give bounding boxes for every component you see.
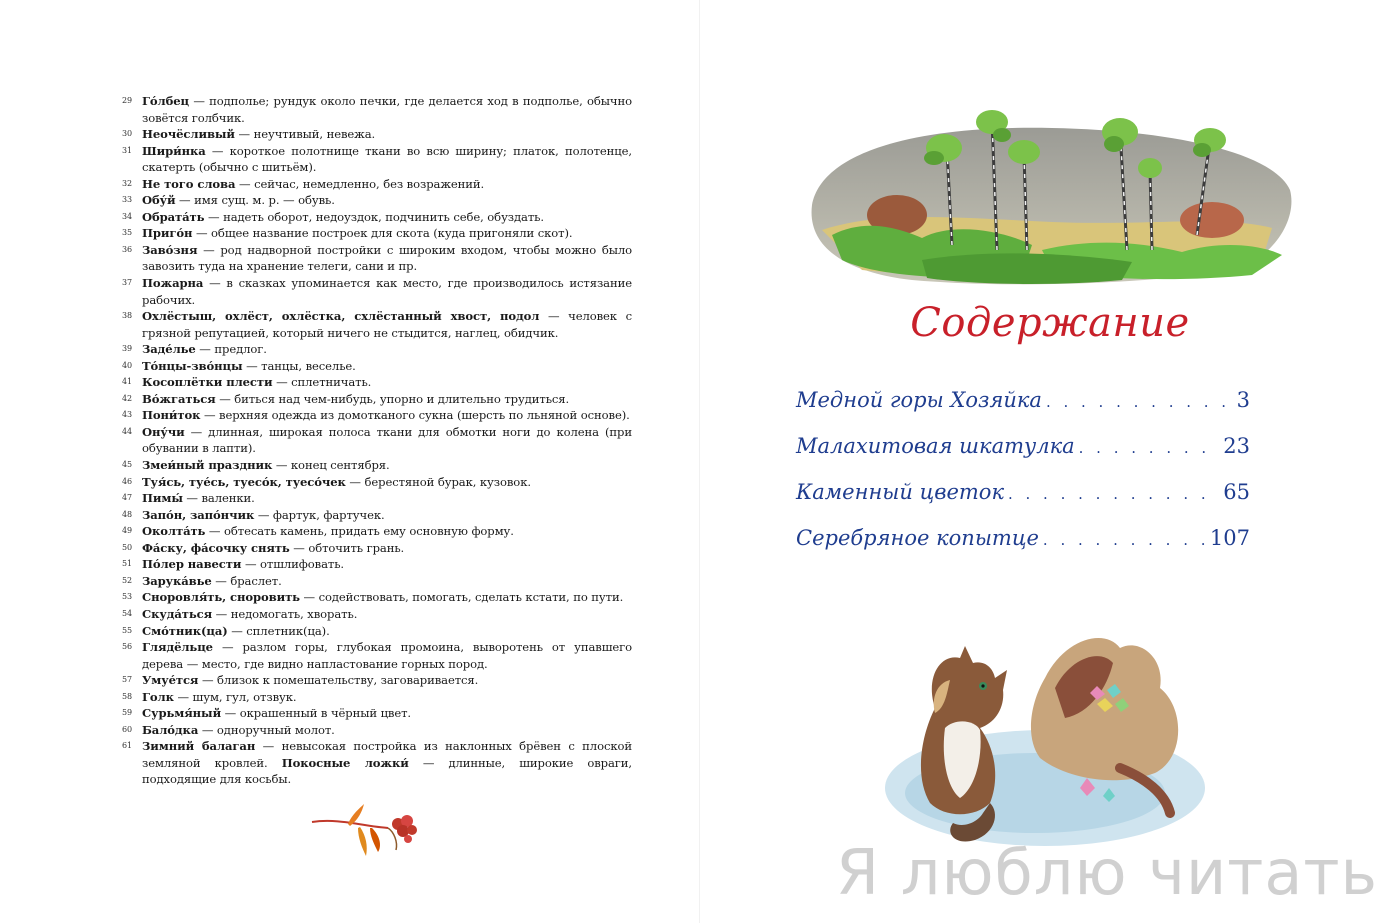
glossary-entry: [118, 209, 632, 226]
footnote-number: 41: [122, 377, 132, 387]
glossary-entry: [118, 738, 632, 788]
glossary-term: Пимы́: [142, 491, 183, 506]
glossary-definition: — окрашенный в чёрный цвет.: [221, 706, 412, 721]
glossary-entry: [118, 358, 632, 375]
glossary-term: Глядёльце: [142, 640, 213, 655]
footnote-number: 35: [122, 228, 132, 238]
footnote-number: 40: [122, 360, 132, 370]
footnote-number: 29: [122, 96, 132, 105]
footnote-number: 31: [122, 145, 132, 155]
glossary-entry: [118, 474, 632, 491]
glossary-entry: [118, 689, 632, 706]
glossary-definition: — человек с грязной репутацией, который ничего не стыдится, наглец, обидчик.: [142, 309, 632, 340]
glossary-definition: — разлом горы, глубокая промоина, выворотень от упавшего дерева — место, где видно напластование горных пород.: [142, 640, 632, 671]
glossary-entry: [118, 93, 632, 126]
glossary-entry: [118, 308, 632, 341]
toc-entry-title: Медной горы Хозяйка: [796, 388, 1042, 412]
footnote-number: 34: [122, 211, 132, 221]
glossary-term: Ону́чи: [142, 424, 185, 439]
glossary-definition: — короткое полотнище ткани во всю ширину; платок, полотенце, скатерть (обычно с шитьём).: [142, 143, 632, 175]
footnote-number: 55: [122, 625, 132, 635]
footnote-number: 57: [122, 675, 132, 685]
footnote-number: 58: [122, 691, 132, 701]
glossary-definition: — биться над чем-нибудь, упорно и длительно трудиться.: [215, 391, 570, 406]
glossary-definition: — браслет.: [211, 573, 282, 588]
toc-entry[interactable]: [796, 480, 1250, 526]
footnote-number: 49: [122, 526, 132, 536]
glossary-definition: — конец сентября.: [272, 458, 390, 473]
glossary-entry: [118, 126, 632, 143]
glossary-entry: [118, 457, 632, 474]
glossary-term: Скуда́ться: [142, 606, 213, 621]
glossary-definition: — надеть оборот, недоуздок, подчинить себе, обуздать.: [204, 209, 544, 224]
toc-dot-leader: [1079, 439, 1220, 457]
right-page: [700, 0, 1400, 923]
glossary-definition: — танцы, веселье.: [242, 358, 356, 373]
footnote-number: 53: [122, 592, 132, 602]
glossary-term: Косоплётки плести: [142, 375, 273, 390]
toc-entry[interactable]: [796, 388, 1250, 434]
glossary-list: [118, 93, 632, 788]
glossary-term: Умуе́тся: [142, 673, 199, 688]
toc-page-number: 65: [1223, 480, 1250, 504]
toc-dot-leader: [1043, 531, 1206, 549]
glossary-entry: [118, 341, 632, 358]
glossary-term: Пожарна: [142, 276, 204, 291]
footnote-number: 45: [122, 460, 132, 470]
glossary-term: Сурьмя́ный: [142, 706, 222, 721]
footnote-number: 54: [122, 608, 132, 618]
footnote-number: 37: [122, 278, 132, 288]
footnote-number: 48: [122, 509, 132, 519]
glossary-entry: [118, 556, 632, 573]
footnote-number: 38: [122, 311, 132, 321]
glossary-definition: — общее название построек для скота (куда пригоняли скот).: [192, 226, 573, 241]
birch-landscape-illustration: [802, 110, 1298, 290]
footnote-number: 33: [122, 195, 132, 205]
toc-title: Содержание: [910, 300, 1190, 346]
glossary-definition: — шум, гул, отзвук.: [173, 689, 297, 704]
glossary-term: Голк: [142, 689, 174, 704]
footnote-number: 39: [122, 344, 132, 354]
glossary-term: Фа́ску, фа́сочку снять: [142, 540, 290, 555]
glossary-term: Приго́н: [142, 226, 193, 241]
glossary-entry: [118, 407, 632, 424]
footnote-number: 32: [122, 178, 132, 188]
glossary-entry: [118, 391, 632, 408]
footnote-number: 30: [122, 129, 132, 139]
glossary-entry: [118, 523, 632, 540]
glossary-definition: — одноручный молот.: [198, 722, 335, 737]
glossary-definition: — обточить грань.: [289, 540, 405, 555]
glossary-entry: [118, 242, 632, 275]
footnote-number: 56: [122, 642, 132, 652]
toc-entry-title: Малахитовая шкатулка: [796, 434, 1075, 458]
glossary-term: Сноровля́ть, сноровить: [142, 590, 300, 605]
glossary-definition: — фартук, фартучек.: [254, 507, 385, 522]
toc-page-number: 107: [1209, 526, 1250, 550]
toc-entry-title: Каменный цветок: [796, 480, 1004, 504]
glossary-term: Смо́тник(ца): [142, 623, 228, 638]
footnote-number: 59: [122, 708, 132, 718]
glossary-term: Охлёстыш, охлёст, охлёстка, схлёстанный хвост, подол: [142, 309, 540, 324]
glossary-definition: — длинная, широкая полоса ткани для обмотки ноги до колена (при обувании в лапти).: [142, 424, 632, 456]
glossary-entry: [118, 722, 632, 739]
glossary-definition: — валенки.: [182, 491, 255, 506]
rowan-branch-ornament: [308, 800, 428, 862]
glossary-definition: — в сказках упоминается как место, где производилось истязание рабочих.: [142, 276, 632, 307]
footnote-number: 46: [122, 476, 132, 486]
glossary-entry: [118, 705, 632, 722]
glossary-entry: [118, 176, 632, 193]
glossary-definition: — обтесать камень, придать ему основную форму.: [205, 524, 514, 539]
watermark-text: Я люблю читать: [835, 836, 1378, 909]
footnote-number: 51: [122, 559, 132, 569]
glossary-definition: — верхняя одежда из домотканого сукна (шерсть по льняной основе).: [200, 408, 630, 423]
glossary-definition: — имя сущ. м. р. — обувь.: [175, 193, 335, 208]
footnote-number: 43: [122, 410, 132, 420]
glossary-entry: [118, 672, 632, 689]
glossary-term: Неочёсливый: [142, 127, 235, 142]
glossary-term: Бало́дка: [142, 722, 199, 737]
glossary-entry: [118, 275, 632, 308]
glossary-definition: — предлог.: [195, 342, 267, 357]
footnote-number: 60: [122, 724, 132, 734]
glossary-term: Во́жгаться: [142, 391, 216, 406]
glossary-term: Пони́ток: [142, 408, 201, 423]
glossary-entry: [118, 192, 632, 209]
glossary-definition: — невысокая постройка из наклонных брёвен с плоской земляной кровлей.: [142, 739, 633, 770]
cat-and-hat-illustration: [865, 618, 1205, 858]
glossary-term: Заво́зня: [142, 242, 198, 257]
glossary-term: Не того слова: [142, 176, 236, 191]
glossary-entry: [118, 623, 632, 640]
toc-page-number: 23: [1223, 434, 1250, 458]
glossary-definition: — отшлифовать.: [241, 557, 344, 572]
glossary-term: Шири́нка: [142, 143, 206, 158]
glossary-term: По́лер навести: [142, 557, 242, 572]
glossary-definition: — содействовать, помогать, сделать кстати, по пути.: [299, 590, 624, 605]
glossary-entry: [118, 225, 632, 242]
footnote-number: 42: [122, 393, 132, 403]
glossary-entry: [118, 374, 632, 391]
glossary-term: Покосные ложки́: [281, 755, 409, 770]
glossary-entry: [118, 143, 632, 176]
glossary-entry: [118, 490, 632, 507]
glossary-term: То́нцы-зво́нцы: [142, 358, 243, 373]
toc-entry-title: Серебряное копытце: [796, 526, 1039, 550]
toc-entry[interactable]: [796, 434, 1250, 480]
glossary-entry: [118, 507, 632, 524]
toc-dot-leader: [1008, 485, 1219, 503]
footnote-number: 36: [122, 244, 132, 254]
footnote-number: 44: [122, 426, 132, 436]
glossary-term: Обу́й: [142, 193, 176, 208]
glossary-definition: — сплетник(ца).: [227, 623, 330, 638]
toc-dot-leader: [1046, 393, 1233, 411]
glossary-term: Зарука́вье: [142, 573, 212, 588]
glossary-definition: — недомогать, хворать.: [212, 606, 358, 621]
glossary-entry: [118, 606, 632, 623]
footnote-number: 47: [122, 493, 132, 503]
glossary-definition: — неучтивый, невежа.: [234, 127, 376, 142]
glossary-definition: — близок к помешательству, заговаривается.: [198, 673, 479, 688]
glossary-definition: — сейчас, немедленно, без возражений.: [235, 176, 485, 191]
table-of-contents: [796, 388, 1250, 572]
toc-page-number: 3: [1236, 388, 1250, 412]
glossary-term: Запо́н, запо́нчик: [142, 507, 255, 522]
glossary-term: Зимний балаган: [142, 739, 256, 754]
footnote-number: 52: [122, 575, 132, 585]
glossary-term: Околта́ть: [142, 524, 206, 539]
glossary-entry: [118, 573, 632, 590]
footnote-number: 61: [122, 741, 132, 751]
glossary-entry: [118, 639, 632, 672]
footnote-number: 50: [122, 542, 132, 552]
glossary-entry: [118, 540, 632, 557]
glossary-definition: — род надворной постройки с широким входом, чтобы можно было завозить туда на хранение телеги, сани и пр.: [142, 242, 632, 274]
glossary-term: Туя́сь, туе́сь, туесо́к, туесо́чек: [142, 474, 346, 489]
glossary-term: Го́лбец: [142, 94, 189, 108]
glossary-definition: — сплетничать.: [272, 375, 372, 390]
glossary-definition: — длинные, широкие овраги, подходящие для косьбы.: [142, 755, 632, 787]
glossary-term: Обрата́ть: [142, 209, 205, 224]
glossary-definition: — подполье; рундук около печки, где делается ход в подполье, обычно зовётся голбчик.: [142, 94, 632, 125]
glossary-definition: — берестяной бурак, кузовок.: [345, 474, 531, 489]
glossary-entry: [118, 424, 632, 457]
glossary-term: Заде́лье: [142, 342, 196, 357]
glossary-term: Змеи́ный праздник: [142, 458, 273, 473]
toc-entry[interactable]: [796, 526, 1250, 572]
glossary-entry: [118, 589, 632, 606]
